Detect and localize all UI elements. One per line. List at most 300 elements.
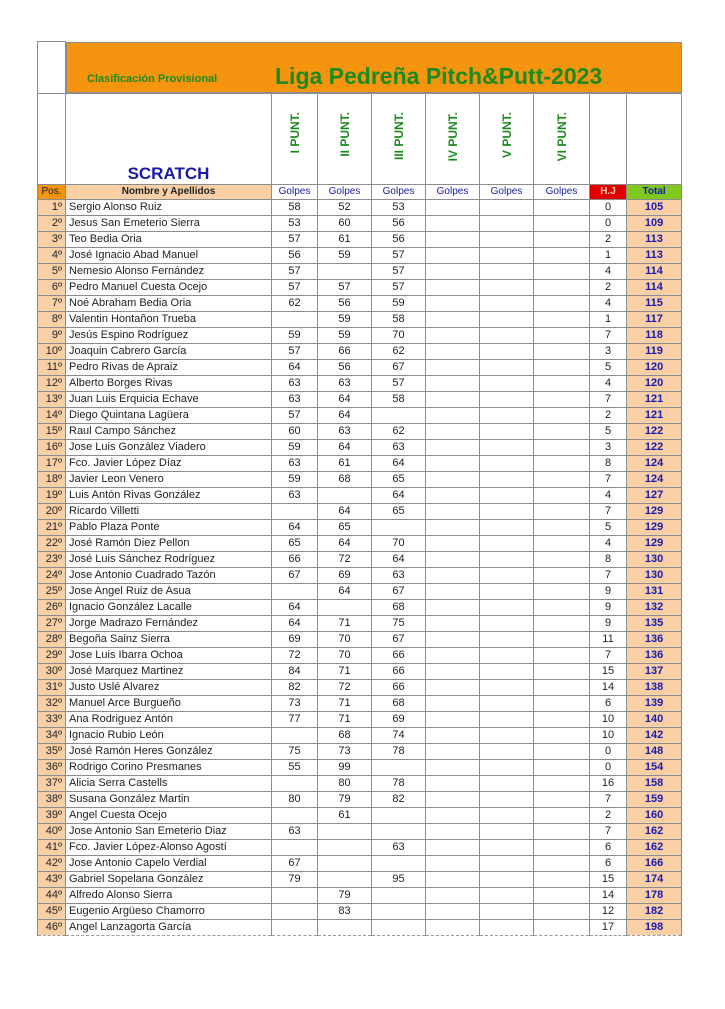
score-cell: 69 bbox=[318, 567, 372, 583]
score-cell: 77 bbox=[272, 711, 318, 727]
title-banner bbox=[66, 42, 682, 93]
score-cell: 64 bbox=[318, 535, 372, 551]
hj-cell: 4 bbox=[590, 487, 627, 503]
score-cell: 58 bbox=[372, 391, 426, 407]
score-cell bbox=[534, 711, 590, 727]
score-cell bbox=[534, 423, 590, 439]
score-cell bbox=[426, 791, 480, 807]
score-cell bbox=[480, 535, 534, 551]
score-cell bbox=[426, 535, 480, 551]
score-cell: 66 bbox=[272, 551, 318, 567]
table-row bbox=[38, 423, 682, 439]
score-cell: 74 bbox=[372, 727, 426, 743]
total-cell: 178 bbox=[627, 887, 682, 903]
hj-cell: 4 bbox=[590, 263, 627, 279]
player-name-cell: Jorge Madrazo Fernández bbox=[66, 615, 272, 631]
score-cell bbox=[426, 295, 480, 311]
player-name-cell: Valentin Hontañon Trueba bbox=[66, 311, 272, 327]
score-cell bbox=[534, 551, 590, 567]
score-cell bbox=[480, 311, 534, 327]
total-cell: 174 bbox=[627, 871, 682, 887]
hj-cell: 8 bbox=[590, 455, 627, 471]
score-cell bbox=[534, 391, 590, 407]
score-cell bbox=[534, 359, 590, 375]
score-cell bbox=[272, 887, 318, 903]
table-row bbox=[38, 871, 682, 887]
position-cell: 30º bbox=[38, 663, 66, 679]
table-row bbox=[38, 375, 682, 391]
score-cell bbox=[480, 647, 534, 663]
score-cell bbox=[426, 615, 480, 631]
total-cell: 160 bbox=[627, 807, 682, 823]
score-cell: 56 bbox=[318, 359, 372, 375]
total-cell: 135 bbox=[627, 615, 682, 631]
score-cell: 62 bbox=[372, 423, 426, 439]
player-name-cell: Angel Cuesta Ocejo bbox=[66, 807, 272, 823]
total-cell: 129 bbox=[627, 503, 682, 519]
player-name-cell: José Luis Sánchez Rodríguez bbox=[66, 551, 272, 567]
player-name-cell: Joaquin Cabrero García bbox=[66, 343, 272, 359]
score-cell bbox=[272, 311, 318, 327]
score-cell bbox=[480, 903, 534, 919]
score-cell bbox=[534, 807, 590, 823]
table-row bbox=[38, 311, 682, 327]
score-cell: 63 bbox=[272, 375, 318, 391]
score-cell: 70 bbox=[318, 631, 372, 647]
position-cell: 9º bbox=[38, 327, 66, 343]
score-cell bbox=[480, 375, 534, 391]
score-cell bbox=[426, 807, 480, 823]
total-cell: 120 bbox=[627, 375, 682, 391]
score-cell: 68 bbox=[318, 471, 372, 487]
score-cell bbox=[426, 871, 480, 887]
player-name-cell: Raul Campo Sánchez bbox=[66, 423, 272, 439]
score-cell bbox=[426, 471, 480, 487]
score-cell bbox=[534, 503, 590, 519]
score-cell: 58 bbox=[372, 311, 426, 327]
position-cell: 37º bbox=[38, 775, 66, 791]
total-cell: 148 bbox=[627, 743, 682, 759]
score-cell bbox=[480, 887, 534, 903]
player-name-cell: Jesús Espino Rodríguez bbox=[66, 327, 272, 343]
score-cell bbox=[426, 759, 480, 775]
score-cell bbox=[534, 903, 590, 919]
score-cell: 64 bbox=[372, 455, 426, 471]
score-cell bbox=[372, 519, 426, 535]
score-cell bbox=[426, 855, 480, 871]
position-cell: 20º bbox=[38, 503, 66, 519]
score-cell bbox=[534, 775, 590, 791]
header-blank bbox=[38, 93, 66, 184]
position-cell: 4º bbox=[38, 247, 66, 263]
score-cell: 64 bbox=[318, 407, 372, 423]
hj-cell: 15 bbox=[590, 871, 627, 887]
table-row bbox=[38, 583, 682, 599]
table-row bbox=[38, 903, 682, 919]
hj-cell: 11 bbox=[590, 631, 627, 647]
total-cell: 159 bbox=[627, 791, 682, 807]
position-cell: 21º bbox=[38, 519, 66, 535]
player-name-cell: José Ramón Heres González bbox=[66, 743, 272, 759]
score-cell: 79 bbox=[318, 887, 372, 903]
table-row bbox=[38, 551, 682, 567]
total-cell: 121 bbox=[627, 391, 682, 407]
table-row bbox=[38, 487, 682, 503]
hj-cell: 6 bbox=[590, 855, 627, 871]
table-row bbox=[38, 407, 682, 423]
total-cell: 138 bbox=[627, 679, 682, 695]
hj-cell: 10 bbox=[590, 711, 627, 727]
score-cell: 61 bbox=[318, 231, 372, 247]
total-cell: 114 bbox=[627, 279, 682, 295]
score-cell bbox=[426, 743, 480, 759]
score-cell: 72 bbox=[318, 679, 372, 695]
hj-cell: 7 bbox=[590, 823, 627, 839]
player-name-cell: Ricardo Villetti bbox=[66, 503, 272, 519]
total-cell: 140 bbox=[627, 711, 682, 727]
score-cell bbox=[426, 279, 480, 295]
total-cell: 129 bbox=[627, 535, 682, 551]
score-cell: 57 bbox=[372, 279, 426, 295]
score-cell: 80 bbox=[318, 775, 372, 791]
banner-cell bbox=[66, 42, 682, 94]
score-cell: 72 bbox=[272, 647, 318, 663]
score-cell bbox=[534, 407, 590, 423]
hj-cell: 12 bbox=[590, 903, 627, 919]
hj-cell: 7 bbox=[590, 647, 627, 663]
hj-cell: 0 bbox=[590, 199, 627, 215]
score-cell bbox=[480, 775, 534, 791]
hj-cell: 14 bbox=[590, 887, 627, 903]
score-cell bbox=[318, 263, 372, 279]
score-cell bbox=[534, 663, 590, 679]
table-row bbox=[38, 391, 682, 407]
score-cell: 78 bbox=[372, 775, 426, 791]
score-cell bbox=[534, 199, 590, 215]
score-cell bbox=[480, 871, 534, 887]
player-name-cell: José Marquez Martinez bbox=[66, 663, 272, 679]
score-cell: 63 bbox=[272, 455, 318, 471]
position-cell: 5º bbox=[38, 263, 66, 279]
hj-cell: 2 bbox=[590, 279, 627, 295]
score-cell bbox=[426, 919, 480, 935]
position-cell: 31º bbox=[38, 679, 66, 695]
score-cell: 64 bbox=[372, 487, 426, 503]
position-cell: 32º bbox=[38, 695, 66, 711]
position-cell: 39º bbox=[38, 807, 66, 823]
player-name-cell: Teo Bedia Oria bbox=[66, 231, 272, 247]
score-cell: 95 bbox=[372, 871, 426, 887]
score-cell bbox=[480, 471, 534, 487]
score-cell bbox=[480, 663, 534, 679]
score-cell: 64 bbox=[272, 599, 318, 615]
hj-cell: 5 bbox=[590, 423, 627, 439]
score-cell bbox=[480, 695, 534, 711]
score-cell bbox=[426, 631, 480, 647]
hj-cell: 2 bbox=[590, 807, 627, 823]
score-cell: 71 bbox=[318, 695, 372, 711]
score-cell bbox=[272, 583, 318, 599]
position-cell: 41º bbox=[38, 839, 66, 855]
col-hj: H.J bbox=[590, 184, 627, 199]
position-cell: 2º bbox=[38, 215, 66, 231]
total-cell: 115 bbox=[627, 295, 682, 311]
hj-cell: 2 bbox=[590, 231, 627, 247]
position-cell: 11º bbox=[38, 359, 66, 375]
position-cell: 13º bbox=[38, 391, 66, 407]
score-cell bbox=[480, 855, 534, 871]
table-row bbox=[38, 503, 682, 519]
player-name-cell: Jose Antonio Cuadrado Tazón bbox=[66, 567, 272, 583]
player-name-cell: Manuel Arce Burgueño bbox=[66, 695, 272, 711]
score-cell bbox=[480, 407, 534, 423]
total-cell: 121 bbox=[627, 407, 682, 423]
col-golpes-2: Golpes bbox=[318, 184, 372, 199]
score-cell: 63 bbox=[318, 375, 372, 391]
score-cell bbox=[480, 279, 534, 295]
hj-header-blank bbox=[590, 93, 627, 184]
score-cell bbox=[534, 919, 590, 935]
score-cell: 71 bbox=[318, 711, 372, 727]
score-cell: 69 bbox=[372, 711, 426, 727]
hj-cell: 3 bbox=[590, 343, 627, 359]
score-cell: 62 bbox=[272, 295, 318, 311]
position-cell: 23º bbox=[38, 551, 66, 567]
position-cell: 17º bbox=[38, 455, 66, 471]
player-name-cell: Susana González Martin bbox=[66, 791, 272, 807]
score-cell: 64 bbox=[318, 391, 372, 407]
total-cell: 127 bbox=[627, 487, 682, 503]
score-cell bbox=[372, 407, 426, 423]
score-cell: 57 bbox=[372, 263, 426, 279]
total-cell: 142 bbox=[627, 727, 682, 743]
score-cell bbox=[426, 231, 480, 247]
total-cell: 182 bbox=[627, 903, 682, 919]
score-cell bbox=[534, 615, 590, 631]
score-cell: 72 bbox=[318, 551, 372, 567]
score-cell: 66 bbox=[372, 679, 426, 695]
total-cell: 162 bbox=[627, 823, 682, 839]
score-cell bbox=[534, 647, 590, 663]
table-row bbox=[38, 199, 682, 215]
score-cell bbox=[534, 263, 590, 279]
score-cell bbox=[426, 887, 480, 903]
score-cell bbox=[480, 199, 534, 215]
round-header-5: V PUNT. bbox=[480, 93, 534, 184]
position-cell: 42º bbox=[38, 855, 66, 871]
score-cell: 61 bbox=[318, 455, 372, 471]
total-cell: 122 bbox=[627, 423, 682, 439]
position-cell: 18º bbox=[38, 471, 66, 487]
score-cell bbox=[426, 663, 480, 679]
hj-cell: 7 bbox=[590, 567, 627, 583]
score-cell: 70 bbox=[318, 647, 372, 663]
score-cell: 57 bbox=[272, 279, 318, 295]
player-name-cell: Juan Luis Erquicia Echave bbox=[66, 391, 272, 407]
score-cell bbox=[372, 807, 426, 823]
total-cell: 139 bbox=[627, 695, 682, 711]
position-cell: 25º bbox=[38, 583, 66, 599]
score-cell bbox=[272, 727, 318, 743]
position-cell: 33º bbox=[38, 711, 66, 727]
score-cell bbox=[372, 759, 426, 775]
score-cell bbox=[480, 791, 534, 807]
score-cell bbox=[534, 487, 590, 503]
hj-cell: 3 bbox=[590, 439, 627, 455]
score-cell: 63 bbox=[372, 439, 426, 455]
score-cell: 63 bbox=[372, 839, 426, 855]
table-row bbox=[38, 295, 682, 311]
player-name-cell: Jose Luis Ibarra Ochoa bbox=[66, 647, 272, 663]
score-cell: 66 bbox=[372, 663, 426, 679]
score-cell bbox=[534, 343, 590, 359]
table-row bbox=[38, 279, 682, 295]
score-cell bbox=[534, 743, 590, 759]
total-cell: 132 bbox=[627, 599, 682, 615]
score-cell bbox=[372, 919, 426, 935]
score-cell: 79 bbox=[318, 791, 372, 807]
table-row bbox=[38, 343, 682, 359]
score-cell bbox=[426, 567, 480, 583]
position-cell: 40º bbox=[38, 823, 66, 839]
score-cell: 64 bbox=[372, 551, 426, 567]
score-cell: 56 bbox=[372, 215, 426, 231]
score-cell: 80 bbox=[272, 791, 318, 807]
hj-cell: 5 bbox=[590, 519, 627, 535]
score-cell: 64 bbox=[272, 519, 318, 535]
score-cell bbox=[534, 759, 590, 775]
score-cell bbox=[534, 679, 590, 695]
score-cell bbox=[480, 247, 534, 263]
score-cell bbox=[426, 311, 480, 327]
score-cell: 59 bbox=[272, 327, 318, 343]
hj-cell: 9 bbox=[590, 615, 627, 631]
score-cell: 57 bbox=[318, 279, 372, 295]
score-cell: 84 bbox=[272, 663, 318, 679]
score-cell: 56 bbox=[318, 295, 372, 311]
score-cell bbox=[318, 919, 372, 935]
score-cell bbox=[480, 263, 534, 279]
score-cell bbox=[426, 215, 480, 231]
score-cell bbox=[480, 839, 534, 855]
player-name-cell: Begoña Sainz Sierra bbox=[66, 631, 272, 647]
player-name-cell: Sergio Alonso Ruiz bbox=[66, 199, 272, 215]
score-cell bbox=[480, 759, 534, 775]
score-cell bbox=[426, 439, 480, 455]
total-cell: 117 bbox=[627, 311, 682, 327]
player-name-cell: Alicia Serra Castells bbox=[66, 775, 272, 791]
score-cell: 61 bbox=[318, 807, 372, 823]
player-name-cell: Alberto Borges Rivas bbox=[66, 375, 272, 391]
score-cell bbox=[426, 903, 480, 919]
score-cell bbox=[318, 823, 372, 839]
score-cell bbox=[426, 199, 480, 215]
player-name-cell: Ignacio González Lacalle bbox=[66, 599, 272, 615]
score-cell: 70 bbox=[372, 327, 426, 343]
player-name-cell: Fco. Javier López Díaz bbox=[66, 455, 272, 471]
score-cell: 68 bbox=[318, 727, 372, 743]
score-cell: 66 bbox=[318, 343, 372, 359]
score-cell bbox=[426, 679, 480, 695]
score-cell: 66 bbox=[372, 647, 426, 663]
col-golpes-1: Golpes bbox=[272, 184, 318, 199]
hj-cell: 1 bbox=[590, 247, 627, 263]
player-name-cell: Pablo Plaza Ponte bbox=[66, 519, 272, 535]
category-label: SCRATCH bbox=[66, 93, 272, 184]
score-cell bbox=[272, 919, 318, 935]
total-cell: 122 bbox=[627, 439, 682, 455]
col-total: Total bbox=[627, 184, 682, 199]
hj-cell: 0 bbox=[590, 743, 627, 759]
table-row bbox=[38, 823, 682, 839]
subtitle: Clasificación Provisional bbox=[87, 72, 218, 85]
score-cell bbox=[480, 215, 534, 231]
score-cell: 99 bbox=[318, 759, 372, 775]
hj-cell: 4 bbox=[590, 295, 627, 311]
player-name-cell: Jesus San Emeterio Sierra bbox=[66, 215, 272, 231]
hj-cell: 15 bbox=[590, 663, 627, 679]
score-cell bbox=[534, 823, 590, 839]
total-cell: 124 bbox=[627, 471, 682, 487]
total-cell: 166 bbox=[627, 855, 682, 871]
hj-cell: 2 bbox=[590, 407, 627, 423]
total-cell: 109 bbox=[627, 215, 682, 231]
table-row bbox=[38, 455, 682, 471]
score-cell bbox=[318, 871, 372, 887]
player-name-cell: Angel Lanzagorta García bbox=[66, 919, 272, 935]
score-cell bbox=[480, 231, 534, 247]
position-cell: 35º bbox=[38, 743, 66, 759]
score-cell bbox=[534, 215, 590, 231]
table-row bbox=[38, 647, 682, 663]
league-title: Liga Pedreña Pitch&Putt-2023 bbox=[275, 62, 603, 89]
score-cell bbox=[372, 887, 426, 903]
score-cell bbox=[480, 327, 534, 343]
score-cell: 56 bbox=[272, 247, 318, 263]
score-cell: 60 bbox=[272, 423, 318, 439]
player-name-cell: Diego Quintana Lagüera bbox=[66, 407, 272, 423]
score-cell bbox=[480, 583, 534, 599]
score-cell bbox=[534, 567, 590, 583]
round-header-1: I PUNT. bbox=[272, 93, 318, 184]
score-cell: 82 bbox=[372, 791, 426, 807]
score-cell: 65 bbox=[372, 471, 426, 487]
total-cell: 136 bbox=[627, 647, 682, 663]
score-cell bbox=[480, 391, 534, 407]
position-cell: 45º bbox=[38, 903, 66, 919]
score-cell bbox=[480, 919, 534, 935]
score-cell: 59 bbox=[318, 247, 372, 263]
table-row bbox=[38, 231, 682, 247]
score-cell: 73 bbox=[272, 695, 318, 711]
score-cell bbox=[480, 423, 534, 439]
player-name-cell: Gabriel Sopelana González bbox=[66, 871, 272, 887]
score-cell bbox=[480, 743, 534, 759]
total-cell: 158 bbox=[627, 775, 682, 791]
score-cell bbox=[426, 375, 480, 391]
player-name-cell: Noé Abraham Bedia Oria bbox=[66, 295, 272, 311]
score-cell bbox=[480, 567, 534, 583]
player-name-cell: José Ignacio Abad Manuel bbox=[66, 247, 272, 263]
player-name-cell: Eugenio Argüeso Chamorro bbox=[66, 903, 272, 919]
score-cell: 53 bbox=[272, 215, 318, 231]
corner-cell bbox=[38, 42, 66, 94]
score-cell bbox=[426, 519, 480, 535]
score-cell bbox=[426, 551, 480, 567]
position-cell: 26º bbox=[38, 599, 66, 615]
table-row bbox=[38, 743, 682, 759]
score-cell bbox=[480, 631, 534, 647]
